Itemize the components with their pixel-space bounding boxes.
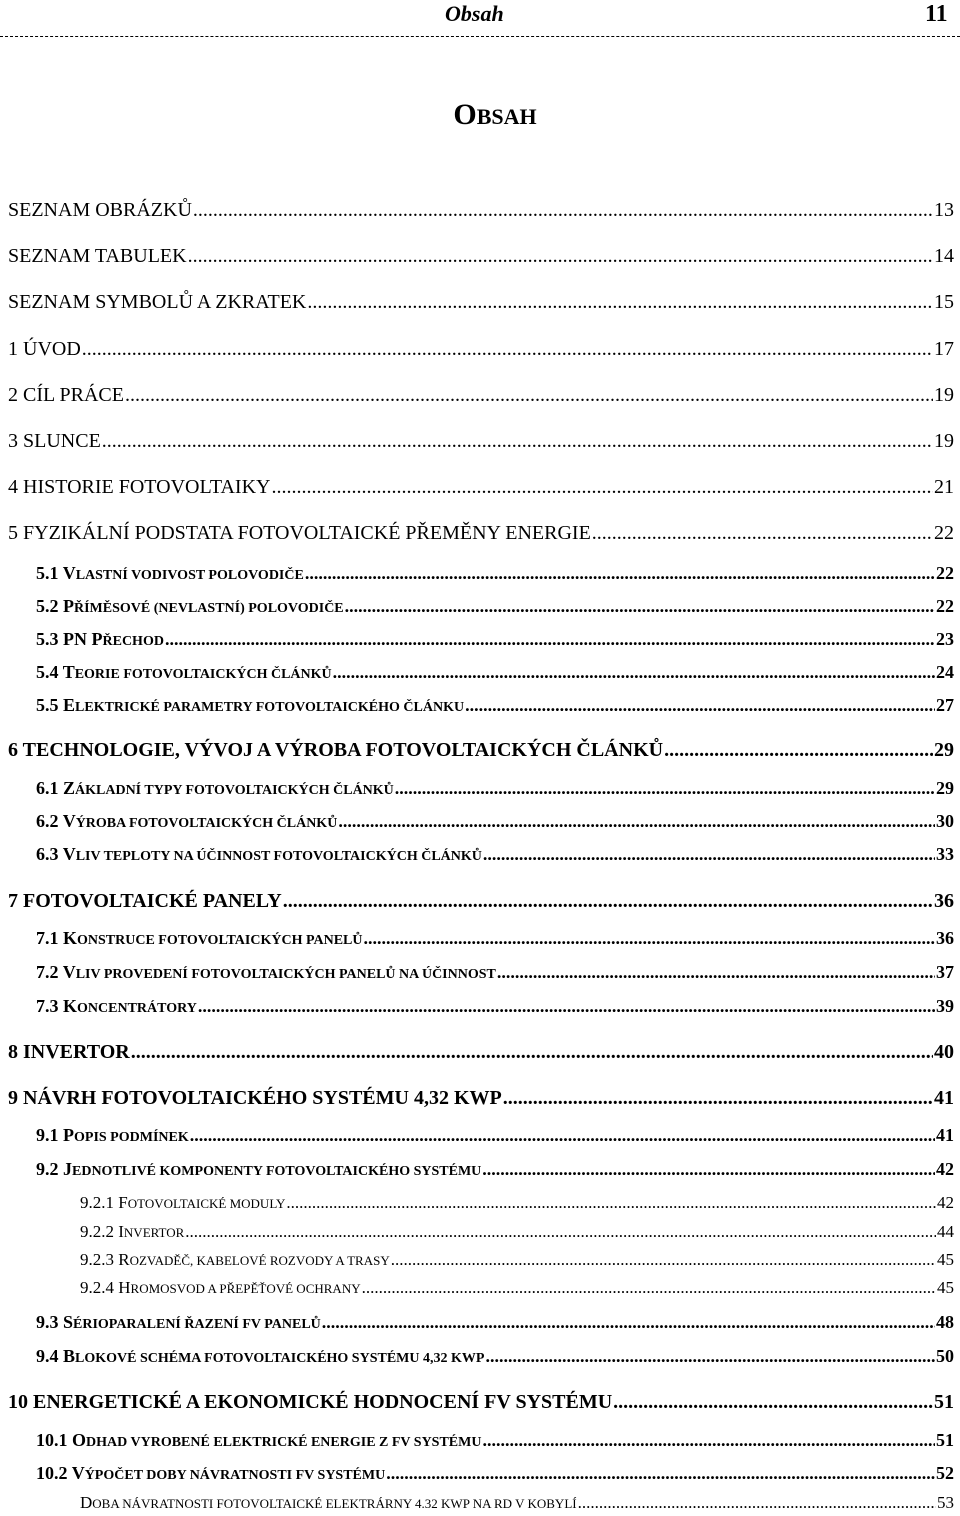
toc-entry-seznam-symbolu[interactable]: SEZNAM SYMBOLŮ A ZKRATEK ..... 15 [8,290,954,314]
toc-entry-9-2-4[interactable]: 9.2.4 HROMOSVOD A PŘEPĚŤOVÉ OCHRANY ..... 45 [80,1276,954,1301]
toc-entry-5-1[interactable]: 5.1 VLASTNÍ VODIVOST POLOVODIČE ..... 22 [36,561,954,588]
toc-entry-technologie[interactable]: 6 TECHNOLOGIE, VÝVOJ A VÝROBA FOTOVOLTAICKÝCH ČLÁNKŮ ..... 29 [8,738,954,762]
toc-entry-5-3[interactable]: 5.3 PN PŘECHOD ..... 23 [36,627,954,654]
toc-entry-6-2[interactable]: 6.2 VÝROBA FOTOVOLTAICKÝCH ČLÁNKŮ ..... 30 [36,809,954,836]
toc-entry-slunce[interactable]: 3 SLUNCE ..... 19 [8,429,954,453]
toc-entry-9-2-2[interactable]: 9.2.2 INVERTOR ..... 44 [80,1220,954,1245]
toc-entry-uvod[interactable]: 1 ÚVOD ..... 17 [8,337,954,361]
toc-entry-5-4[interactable]: 5.4 TEORIE FOTOVOLTAICKÝCH ČLÁNKŮ ..... 24 [36,660,954,687]
toc-entry-fyzikalni-podstata[interactable]: 5 FYZIKÁLNÍ PODSTATA FOTOVOLTAICKÉ PŘEMĚNY ENERGIE ..... 22 [8,521,954,545]
toc-entry-9-4[interactable]: 9.4 BLOKOVÉ SCHÉMA FOTOVOLTAICKÉHO SYSTÉMU 4,32 KWP ..... 50 [36,1344,954,1371]
toc-entry-9-3[interactable]: 9.3 SÉRIOPARALENÍ ŘAZENÍ FV PANELŮ ..... 48 [36,1310,954,1337]
header-title: Obsah [445,1,504,26]
toc-entry-navrh[interactable]: 9 NÁVRH FOTOVOLTAICKÉHO SYSTÉMU 4,32 KWP ..... 41 [8,1086,954,1110]
toc-entry-historie[interactable]: 4 HISTORIE FOTOVOLTAIKY ..... 21 [8,475,954,499]
toc-entry-10-2[interactable]: 10.2 VÝPOČET DOBY NÁVRATNOSTI FV SYSTÉMU ..... 52 [36,1461,954,1488]
toc-entry-6-3[interactable]: 6.3 VLIV TEPLOTY NA ÚČINNOST FOTOVOLTAICKÝCH ČLÁNKŮ ..... 33 [36,842,954,869]
page-header [0,0,960,37]
toc-entry-fotovoltaicke-panely[interactable]: 7 FOTOVOLTAICKÉ PANELY ..... 36 [8,889,954,913]
toc-entry-5-5[interactable]: 5.5 ELEKTRICKÉ PARAMETRY FOTOVOLTAICKÉHO ČLÁNKU ..... 27 [36,693,954,720]
toc-entry-10-1[interactable]: 10.1 ODHAD VYROBENÉ ELEKTRICKÉ ENERGIE Z FV SYSTÉMU ..... 51 [36,1428,954,1455]
toc-entry-9-2-1[interactable]: 9.2.1 FOTOVOLTAICKÉ MODULY ..... 42 [80,1191,954,1216]
toc-entry-seznam-tabulek[interactable]: SEZNAM TABULEK ..... 14 [8,244,954,268]
toc-entry-7-1[interactable]: 7.1 KONSTRUCE FOTOVOLTAICKÝCH PANELŮ ..... 36 [36,926,954,953]
toc-entry-seznam-obrazku[interactable]: SEZNAM OBRÁZKŮ ..... 13 [8,198,954,222]
toc-entry-cil-prace[interactable]: 2 CÍL PRÁCE ..... 19 [8,383,954,407]
toc-entry-7-2[interactable]: 7.2 VLIV PROVEDENÍ FOTOVOLTAICKÝCH PANELŮ NA ÚČINNOST ..... 37 [36,960,954,987]
toc-entry-9-1[interactable]: 9.1 POPIS PODMÍNEK ..... 41 [36,1123,954,1150]
toc-entry-6-1[interactable]: 6.1 ZÁKLADNÍ TYPY FOTOVOLTAICKÝCH ČLÁNKŮ ..... 29 [36,776,954,803]
toc-entry-9-2[interactable]: 9.2 JEDNOTLIVÉ KOMPONENTY FOTOVOLTAICKÉHO SYSTÉMU ..... 42 [36,1157,954,1184]
toc-entry-5-2[interactable]: 5.2 PŘÍMĚSOVÉ (NEVLASTNÍ) POLOVODIČE ..... 22 [36,594,954,621]
toc-entry-9-2-3[interactable]: 9.2.3 ROZVADĚČ, KABELOVÉ ROZVODY A TRASY ..... 45 [80,1248,954,1273]
toc-entry-doba-navratnosti[interactable]: DOBA NÁVRATNOSTI FOTOVOLTAICKÉ ELEKTRÁRNY 4.32 KWP NA RD V KOBYLÍ ..... 53 [80,1491,954,1516]
toc-entry-invertor[interactable]: 8 INVERTOR ..... 40 [8,1040,954,1064]
header-page-number: 11 [925,1,948,27]
toc-entry-energeticke[interactable]: 10 ENERGETICKÉ A EKONOMICKÉ HODNOCENÍ FV SYSTÉMU ..... 51 [8,1390,954,1414]
toc-entry-7-3[interactable]: 7.3 KONCENTRÁTORY ..... 39 [36,994,954,1021]
page-title: OBSAH [453,98,537,131]
